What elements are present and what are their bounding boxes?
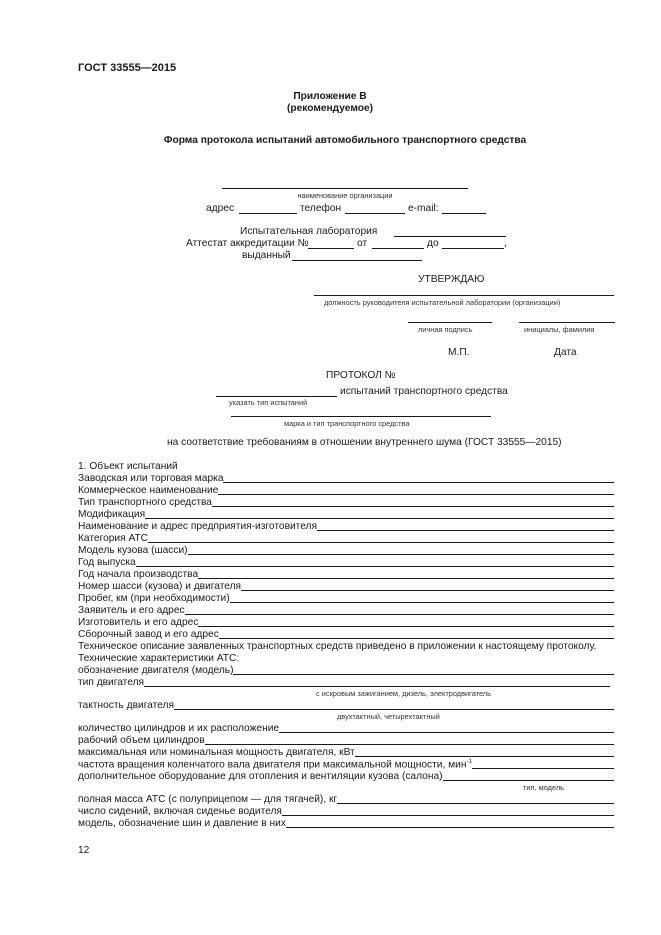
object-field-row <box>78 545 614 557</box>
phone-line <box>345 213 405 214</box>
cert-from-line <box>372 248 424 249</box>
object-field-label: Тип транспортного средства <box>78 497 212 508</box>
cylinders-label: количество цилиндров и их расположение <box>78 723 280 734</box>
object-field-row <box>78 497 614 509</box>
cert-label: Аттестат аккредитации № <box>186 238 309 249</box>
lab-label: Испытательная лаборатория <box>240 226 378 237</box>
email-label: e-mail: <box>408 203 439 214</box>
lab-line <box>394 236 506 237</box>
object-field-label: Заводская или торговая марка <box>78 473 224 484</box>
object-field-blank <box>218 494 614 495</box>
name-caption: инициалы, фамилия <box>524 325 595 334</box>
address-label: адрес <box>206 203 235 214</box>
object-field-blank <box>223 482 614 483</box>
object-field-label: Категория АТС <box>78 533 149 544</box>
object-field-label: Коммерческое наименование <box>78 485 219 496</box>
position-caption: должность руководителя испытательной лаборатории (организации) <box>324 298 561 307</box>
appendix-subtitle: (рекомендуемое) <box>286 103 374 114</box>
issued-label: выданный <box>242 250 291 261</box>
object-field-blank <box>198 626 614 627</box>
cert-dot: , <box>504 238 507 249</box>
address-line <box>239 213 297 214</box>
email-line <box>442 213 486 214</box>
object-field-label: Заявитель и его адрес <box>78 605 185 616</box>
object-field-label: Номер шасси (кузова) и двигателя <box>78 581 242 592</box>
object-field-row <box>78 569 614 581</box>
seats-label: число сидений, включая сиденье водителя <box>78 806 282 817</box>
conformity-text: на соответствие требованиям в отношении внутреннего шума (ГОСТ 33555—2015) <box>167 437 562 448</box>
cert-number-line <box>308 248 354 249</box>
object-field-label: Наименование и адрес предприятия-изготовителя <box>78 521 318 532</box>
engine-type-row <box>78 677 610 689</box>
object-field-blank <box>185 614 614 615</box>
object-field-row <box>78 605 614 617</box>
brand-caption: марка и тип транспортного средства <box>284 419 410 428</box>
object-field-label: Модификация <box>78 509 146 520</box>
stroke-row <box>78 700 614 712</box>
engine-designation-label: обозначение двигателя (модель) <box>78 665 234 676</box>
test-type-caption: указать тип испытаний <box>229 398 308 407</box>
object-field-row <box>78 629 614 641</box>
object-field-blank <box>212 506 614 507</box>
tech-description: Техническое описание заявленных транспортных средств приведено в приложении к настоящему протоколу. <box>78 641 597 652</box>
tech-specs: Технические характеристики АТС: <box>78 653 240 664</box>
object-field-row <box>78 473 614 485</box>
object-field-blank <box>230 602 614 603</box>
signature-line <box>408 322 492 323</box>
cylinders-row <box>78 723 614 735</box>
stroke-label: тактность двигателя <box>78 700 174 711</box>
org-name-caption: наименование организации <box>297 191 393 200</box>
rpm-row <box>78 759 614 771</box>
form-title: Форма протокола испытаний автомобильного транспортного средства <box>163 135 527 146</box>
protocol-title: ПРОТОКОЛ № <box>326 370 396 381</box>
tires-row <box>78 818 614 830</box>
object-field-label: Сборочный завод и его адрес <box>78 629 219 640</box>
position-line <box>314 295 614 296</box>
displacement-row <box>78 735 614 747</box>
engine-type-caption: с искровым зажиганием, дизель, электродвигатель <box>316 689 491 698</box>
object-field-label: Модель кузова (шасси) <box>78 545 188 556</box>
rpm-sup: -1 <box>466 758 472 765</box>
date-label: Дата <box>554 347 577 358</box>
standard-header: ГОСТ 33555—2015 <box>78 62 177 74</box>
engine-type-label: тип двигателя <box>78 677 145 688</box>
object-field-blank <box>219 638 614 639</box>
phone-label: телефон <box>300 203 342 214</box>
engine-designation-row <box>78 665 614 677</box>
seats-row <box>78 806 614 818</box>
seal-label: М.П. <box>448 347 470 358</box>
tires-label: модель, обозначение шин и давление в них <box>78 818 286 829</box>
signature-caption: личная подпись <box>418 325 473 334</box>
appendix-title: Приложение В <box>293 91 367 102</box>
rpm-label: частота вращения коленчатого вала двигателя при максимальной мощности, мин$^{-1}$ <box>78 758 472 770</box>
object-field-blank <box>317 530 614 531</box>
brand-line <box>231 416 491 417</box>
org-name-line <box>222 188 468 189</box>
heating-label: дополнительное оборудование для отопления и вентиляции кузова (салона) <box>78 771 443 782</box>
power-label: максимальная или номинальная мощность двигателя, кВт <box>78 747 355 758</box>
object-field-label: Пробег, км (при необходимости) <box>78 593 230 604</box>
object-field-blank <box>145 518 614 519</box>
cert-from-label: от <box>357 238 368 249</box>
object-field-label: Год начала производства <box>78 569 199 580</box>
object-field-blank <box>148 542 614 543</box>
object-field-row <box>78 581 614 593</box>
object-field-row <box>78 617 614 629</box>
cert-to-line <box>442 248 504 249</box>
object-field-row <box>78 533 614 545</box>
tests-text: испытаний транспортного средства <box>340 386 508 397</box>
stroke-caption: двухтактный, четырехтактный <box>337 712 440 721</box>
object-field-row <box>78 557 614 569</box>
page-number: 12 <box>78 845 90 856</box>
object-field-row <box>78 521 614 533</box>
object-field-label: Изготовитель и его адрес <box>78 617 199 628</box>
object-field-row <box>78 509 614 521</box>
object-field-blank <box>188 554 614 555</box>
heating-caption: тип, модель <box>523 783 564 792</box>
test-type-line <box>216 396 337 397</box>
section-heading: 1. Объект испытаний <box>78 461 178 472</box>
object-field-row <box>78 593 614 605</box>
name-line <box>519 322 615 323</box>
cert-to-label: до <box>427 238 439 249</box>
issued-line <box>292 260 422 261</box>
displacement-label: рабочий объем цилиндров <box>78 735 205 746</box>
mass-row <box>78 794 614 806</box>
mass-label: полная масса АТС (с полуприцепом — для тягачей), кг <box>78 794 338 805</box>
approve-label: УТВЕРЖДАЮ <box>418 274 485 285</box>
object-field-label: Год выпуска <box>78 557 136 568</box>
object-field-blank <box>241 590 614 591</box>
heating-row <box>78 771 614 783</box>
object-field-blank <box>136 566 614 567</box>
object-field-row <box>78 485 614 497</box>
object-field-blank <box>198 578 614 579</box>
